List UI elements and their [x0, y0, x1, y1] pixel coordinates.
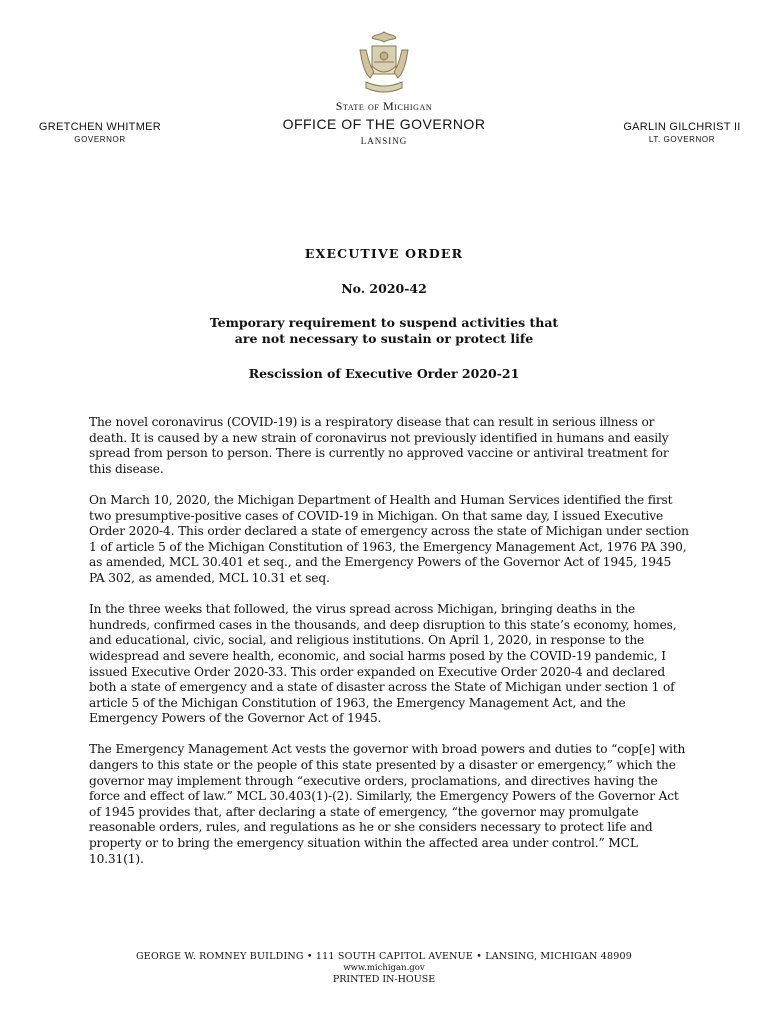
governor-name: GRETCHEN WHITMER	[38, 121, 162, 133]
order-heading: EXECUTIVE ORDER	[304, 246, 464, 261]
order-subject-line-1: Temporary requirement to suspend activities that	[209, 315, 559, 330]
order-number: No. 2020-42	[341, 281, 427, 296]
state-name: State of Michigan	[335, 99, 433, 113]
office-name: OFFICE OF THE GOVERNOR	[282, 116, 486, 132]
page-footer	[0, 951, 768, 986]
city-name: LANSING	[360, 136, 408, 146]
governor-block	[30, 121, 170, 145]
order-rescission: Rescission of Executive Order 2020-21	[248, 366, 520, 381]
lt-governor-title: LT. GOVERNOR	[648, 135, 716, 144]
body-paragraph: The Emergency Management Act vests the governor with broad powers and duties to “cop[e] with dangers to this state or the people of this state presented by a disaster or emergency,” which the governor may implement through “executive orders, proclamations, and directives having the force and effect of law.” MCL 30.403(1)-(2). Similarly, the Emergency Powers of the Governor Act of 1945 provides that, after declaring a state of emergency, “the governor may promulgate reasonable orders, rules, and regulations as he or she considers necessary to protect life and property or to bring the emergency situation within the affected area under control.” MCL 10.31(1).	[89, 742, 686, 866]
order-subject	[0, 315, 768, 347]
footer-website: www.michigan.gov	[343, 963, 425, 973]
michigan-state-seal-icon	[352, 26, 416, 102]
body-paragraph: The novel coronavirus (COVID-19) is a respiratory disease that can result in serious illness or death. It is caused by a new strain of coronavirus not previously identified in humans and easily spread from person to person. There is currently no approved vaccine or antiviral treatment for this disease.	[89, 415, 669, 476]
office-letterhead	[234, 99, 534, 147]
order-body	[89, 415, 689, 883]
lt-governor-name: GARLIN GILCHRIST II	[623, 121, 741, 133]
body-paragraph: In the three weeks that followed, the virus spread across Michigan, bringing deaths in the hundreds, confirmed cases in the thousands, and deep disruption to this state’s economy, homes, and educational, civic, social, and religious institutions. On April 1, 2020, in response to the widespread and severe health, economic, and social harms posed by the COVID-19 pandemic, I issued Executive Order 2020-33. This order expanded on Executive Order 2020-4 and declared both a state of emergency and a state of disaster across the State of Michigan under section 1 of article 5 of the Michigan Constitution of 1963, the Emergency Management Act, and the Emergency Powers of the Governor Act of 1945.	[89, 602, 677, 726]
lt-governor-block	[612, 121, 752, 145]
footer-address: GEORGE W. ROMNEY BUILDING • 111 SOUTH CAPITOL AVENUE • LANSING, MICHIGAN 48909	[136, 951, 632, 962]
body-paragraph: On March 10, 2020, the Michigan Department of Health and Human Services identified the first two presumptive-positive cases of COVID-19 in Michigan. On that same day, I issued Executive Order 2020-4. This order declared a state of emergency across the state of Michigan under section 1 of article 5 of the Michigan Constitution of 1963, the Emergency Management Act, 1976 PA 390, as amended, MCL 30.401 et seq., and the Emergency Powers of the Governor Act of 1945, 1945 PA 302, as amended, MCL 10.31 et seq.	[89, 492, 689, 585]
footer-printed: PRINTED IN-HOUSE	[332, 974, 436, 985]
governor-title: GOVERNOR	[74, 135, 126, 144]
order-subject-line-2: are not necessary to sustain or protect life	[234, 331, 534, 346]
